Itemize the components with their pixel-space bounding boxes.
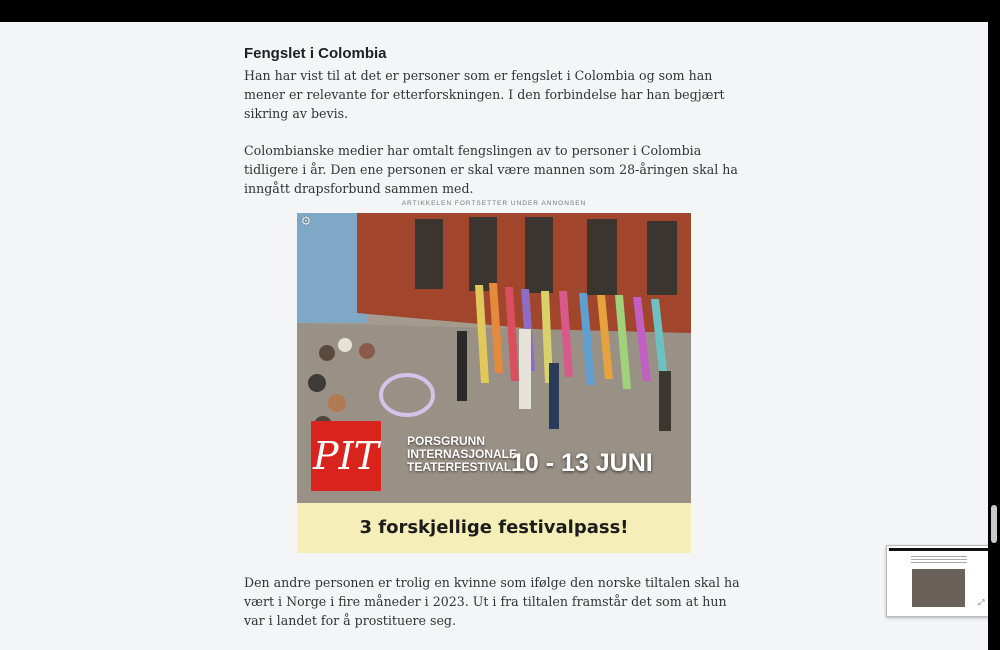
festival-name-line: INTERNASJONALE bbox=[407, 447, 518, 461]
mini-preview-window[interactable] bbox=[886, 545, 988, 617]
article-paragraph: Han har vist til at det er personer som er fengslet i Colombia og som han mener er relevante for etterforskningen. I den forbindelse har han begjært sikring av bevis. bbox=[244, 68, 725, 121]
mini-preview-titlebar bbox=[889, 548, 988, 551]
mini-preview-image bbox=[912, 569, 965, 607]
scrollbar-thumb[interactable] bbox=[991, 505, 997, 543]
festival-name-line: TEATERFESTIVAL bbox=[407, 460, 512, 474]
article-page bbox=[0, 22, 988, 650]
ad-settings-icon[interactable]: ⚙ bbox=[300, 214, 312, 228]
festival-dates: 10 - 13 JUNI bbox=[511, 449, 653, 477]
ad-label: ARTIKKELEN FORTSETTER UNDER ANNONSEN bbox=[401, 200, 587, 207]
festival-logo: PIT bbox=[311, 421, 381, 491]
article-body bbox=[244, 44, 744, 198]
mini-preview-text bbox=[911, 556, 967, 565]
window-top-bar bbox=[0, 0, 1000, 22]
pip-expand-icon[interactable]: ⤢ bbox=[978, 598, 985, 607]
scrollbar-track[interactable] bbox=[988, 22, 1000, 650]
article-body-continued bbox=[244, 573, 748, 630]
festival-name-line: PORSGRUNN bbox=[407, 434, 486, 448]
festival-name bbox=[407, 435, 517, 474]
festival-pass-banner[interactable]: 3 forskjellige festivalpass! bbox=[297, 503, 691, 553]
article-paragraph: Colombianske medier har omtalt fengslingen av to personer i Colombia tidligere i år. Den ene personen er skal være mannen som 28-åringen skal ha inngått drapsforbund sammen med. bbox=[244, 143, 738, 196]
section-heading: Fengslet i Colombia bbox=[244, 45, 387, 62]
festival-advertisement[interactable] bbox=[297, 213, 691, 553]
article-paragraph: Den andre personen er trolig en kvinne som ifølge den norske tiltalen skal ha vært i Norge i fire måneder i 2023. Ut i fra tiltalen framstår det som at hun var i landet for å prostituere seg. bbox=[244, 575, 740, 628]
